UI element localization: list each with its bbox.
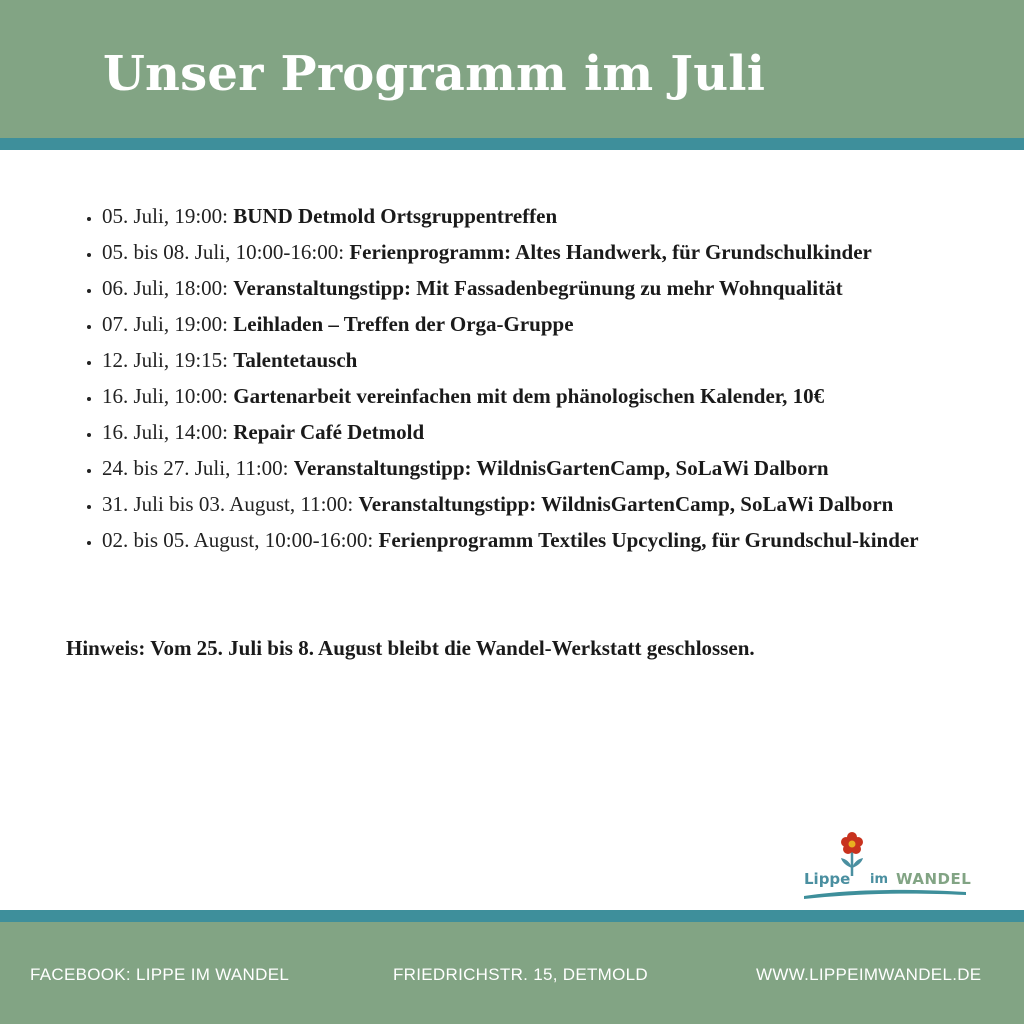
list-item [102, 378, 1024, 414]
event-title: Leihladen – Treffen der Orga-Gruppe [233, 312, 574, 336]
event-time: 12. Juli, 19:15: [102, 348, 234, 372]
list-item [102, 306, 1024, 342]
event-time: 02. bis 05. August, 10:00-16:00: [102, 528, 379, 552]
logo-text-wandel: WANDEL [896, 870, 972, 888]
event-title: Ferienprogramm: Altes Handwerk, für Grundschulkinder [349, 240, 872, 264]
event-time: 31. Juli bis 03. August, 11:00: [102, 492, 359, 516]
event-time: 16. Juli, 10:00: [102, 384, 234, 408]
list-item [102, 522, 1024, 558]
list-item [102, 198, 1024, 234]
event-title: Repair Café Detmold [233, 420, 425, 444]
footer-website: WWW.LIPPEIMWANDEL.DE [756, 965, 982, 984]
event-time: 06. Juli, 18:00: [102, 276, 234, 300]
header-stripe [0, 138, 1024, 150]
event-title: Veranstaltungstipp: WildnisGartenCamp, SoLaWi Dalborn [358, 492, 894, 516]
event-time: 07. Juli, 19:00: [102, 312, 234, 336]
logo-text-lippe: Lippe [804, 870, 851, 888]
event-title: Gartenarbeit vereinfachen mit dem phänologischen Kalender, 10€ [233, 384, 825, 408]
logo-text-im: im [870, 872, 889, 887]
program-list [74, 198, 1024, 558]
event-title: Veranstaltungstipp: Mit Fassadenbegrünung zu mehr Wohnqualität [233, 276, 843, 300]
event-title: Veranstaltungstipp: WildnisGartenCamp, SoLaWi Dalborn [293, 456, 829, 480]
event-title: BUND Detmold Ortsgruppentreffen [233, 204, 558, 228]
list-item [102, 342, 1024, 378]
page-title: Unser Programm im Juli [103, 46, 766, 102]
event-time: 05. Juli, 19:00: [102, 204, 234, 228]
list-item [102, 270, 1024, 306]
logo [800, 832, 970, 904]
list-item [102, 414, 1024, 450]
list-item [102, 234, 1024, 270]
closure-note: Hinweis: Vom 25. Juli bis 8. August bleibt die Wandel-Werkstatt geschlossen. [66, 636, 755, 660]
list-item [102, 450, 1024, 486]
event-time: 16. Juli, 14:00: [102, 420, 234, 444]
footer-address: FRIEDRICHSTR. 15, DETMOLD [393, 965, 648, 984]
event-time: 05. bis 08. Juli, 10:00-16:00: [102, 240, 350, 264]
event-title: Talentetausch [233, 348, 358, 372]
wave-icon [804, 886, 966, 900]
list-item [102, 486, 1024, 522]
footer-stripe [0, 910, 1024, 922]
event-time: 24. bis 27. Juli, 11:00: [102, 456, 294, 480]
event-title: Ferienprogramm Textiles Upcycling, für Grundschul-kinder [378, 528, 919, 552]
footer-facebook: FACEBOOK: LIPPE IM WANDEL [30, 965, 290, 984]
